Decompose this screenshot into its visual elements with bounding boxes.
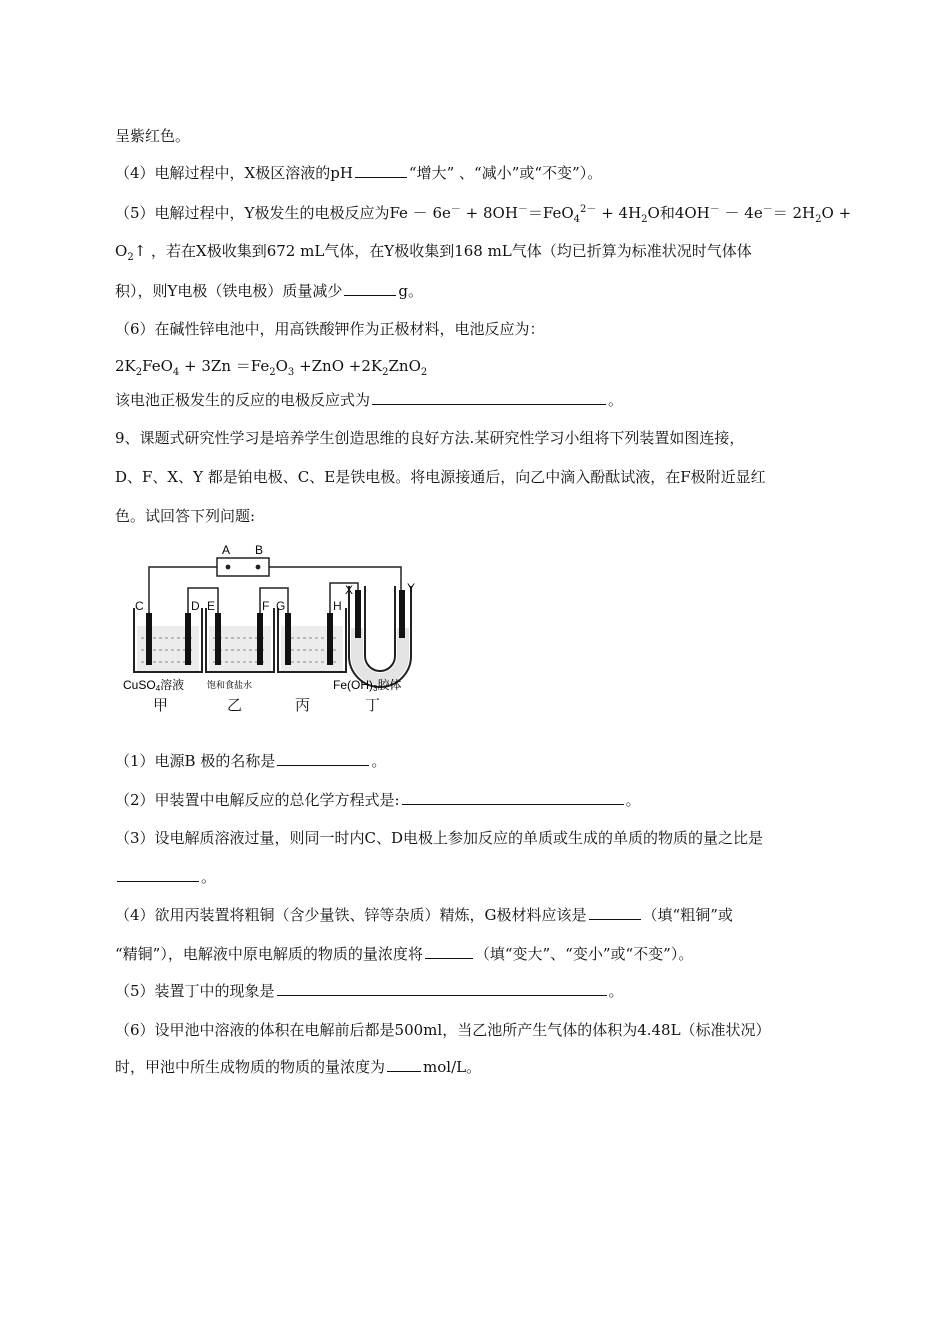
label-g: G — [276, 599, 286, 613]
cell-jia: 甲 — [153, 696, 169, 714]
label-e: E — [207, 599, 216, 613]
answer-blank[interactable] — [117, 867, 199, 882]
answer-blank[interactable] — [387, 1057, 421, 1072]
q9-sub4-line1: （4）欲用丙装置将粗铜（含少量铁、锌等杂质）精炼，G极材料应该是 （填“粗铜”或 — [115, 906, 733, 924]
q9-sub2: （2）甲装置中电解反应的总化学方程式是: 。 — [115, 791, 641, 809]
q8-part6-line3: 该电池正极发生的反应的电极反应式为 。 — [115, 391, 624, 409]
wire-b-to-y — [269, 567, 401, 590]
label-y: Y — [407, 581, 416, 595]
label-feoh3-colloid: Fe(OH)3胶体 — [333, 678, 402, 693]
answer-blank[interactable] — [589, 905, 641, 920]
terminal-a — [226, 565, 231, 570]
electrode-h — [327, 613, 333, 665]
cell-bing: 丙 — [295, 696, 311, 714]
q8-part5-line2: $O_2↑$ ，若在X极收集到672 mL气体，在Y极收集到168 mL气体（均已折算为标准状况时气体体 — [115, 242, 752, 263]
answer-blank[interactable] — [277, 751, 369, 766]
q9-sub3-line2: 。 — [115, 867, 216, 887]
q9-sub1: （1）电源B 极的名称是 。 — [115, 752, 387, 770]
text-line-purple: 呈紫红色。 — [115, 127, 191, 145]
label-c: C — [135, 599, 144, 613]
electrode-f — [257, 613, 263, 665]
label-brine: 饱和食盐水 — [207, 680, 253, 690]
label-b: B — [255, 543, 264, 557]
cell-yi: 乙 — [227, 696, 243, 714]
electrode-x — [355, 590, 361, 638]
label-f: F — [262, 599, 270, 613]
label-d: D — [191, 599, 200, 613]
q9-intro-line3: 色。试回答下列问题: — [115, 507, 256, 525]
q8-part5-line1: （5）电解过程中，Y极发生的电极反应为$Fe - 6e^- + 8OH^-=FeO_4^{2-} + 4H_2O$和$4OH^- - 4e^-= 2H_2O$ + — [115, 204, 852, 225]
answer-blank[interactable] — [277, 981, 607, 996]
electrolysis-apparatus-figure — [115, 538, 445, 718]
q9-sub6-line2: 时，甲池中所生成物质的物质的量浓度为 mol/L。 — [115, 1058, 482, 1076]
q8-part6-line1: （6）在碱性锌电池中，用高铁酸钾作为正极材料，电池反应为： — [115, 320, 545, 338]
electrode-e — [215, 613, 221, 665]
answer-blank[interactable] — [425, 944, 473, 959]
electrode-c — [146, 613, 152, 665]
u-tube-inner — [365, 586, 395, 671]
q9-intro-line2: D、F、X、Y 都是铂电极、C、E是铁电极。将电源接通后，向乙中滴入酚酞试液，在F极附近显红 — [115, 468, 766, 486]
label-cuso4: CuSO4溶液 — [123, 678, 185, 693]
answer-blank[interactable] — [372, 390, 606, 405]
electrode-d — [185, 613, 191, 665]
cell-ding: 丁 — [365, 696, 381, 714]
q9-sub5: （5）装置丁中的现象是 。 — [115, 982, 624, 1000]
label-x: X — [345, 583, 354, 597]
q8-part5-line3: 积），则Y电极（铁电极）质量减少 g。 — [115, 282, 424, 300]
answer-blank[interactable] — [355, 163, 407, 178]
electrode-g — [285, 613, 291, 665]
q9-intro-line1: 9、课题式研究性学习是培养学生创造思维的良好方法.某研究性学习小组将下列装置如图连接， — [115, 429, 745, 447]
q9-sub3-line1: （3）设电解质溶液过量，则同一时内C、D电极上参加反应的单质或生成的单质的物质的量之比是 — [115, 829, 764, 847]
electrode-y — [399, 590, 405, 638]
terminal-b — [256, 565, 261, 570]
q8-part6-equation: $2K_2FeO_4 + 3Zn =Fe_2O_3 +ZnO +2K_2ZnO_2$ — [115, 357, 428, 378]
q9-sub4-line2: “精铜”），电解液中原电解质的物质的量浓度将 （填“变大”、“变小”或“不变”）。 — [115, 945, 694, 963]
q9-sub6-line1: （6）设甲池中溶液的体积在电解前后都是500ml，当乙池所产生气体的体积为4.48L（标准状况） — [115, 1021, 771, 1039]
answer-blank[interactable] — [344, 281, 396, 296]
power-source — [217, 558, 269, 576]
q8-part4: （4）电解过程中，X极区溶液的pH “增大” 、“减小”或“不变”）。 — [115, 164, 603, 182]
label-a: A — [222, 543, 231, 557]
answer-blank[interactable] — [402, 790, 624, 805]
label-h: H — [333, 599, 342, 613]
